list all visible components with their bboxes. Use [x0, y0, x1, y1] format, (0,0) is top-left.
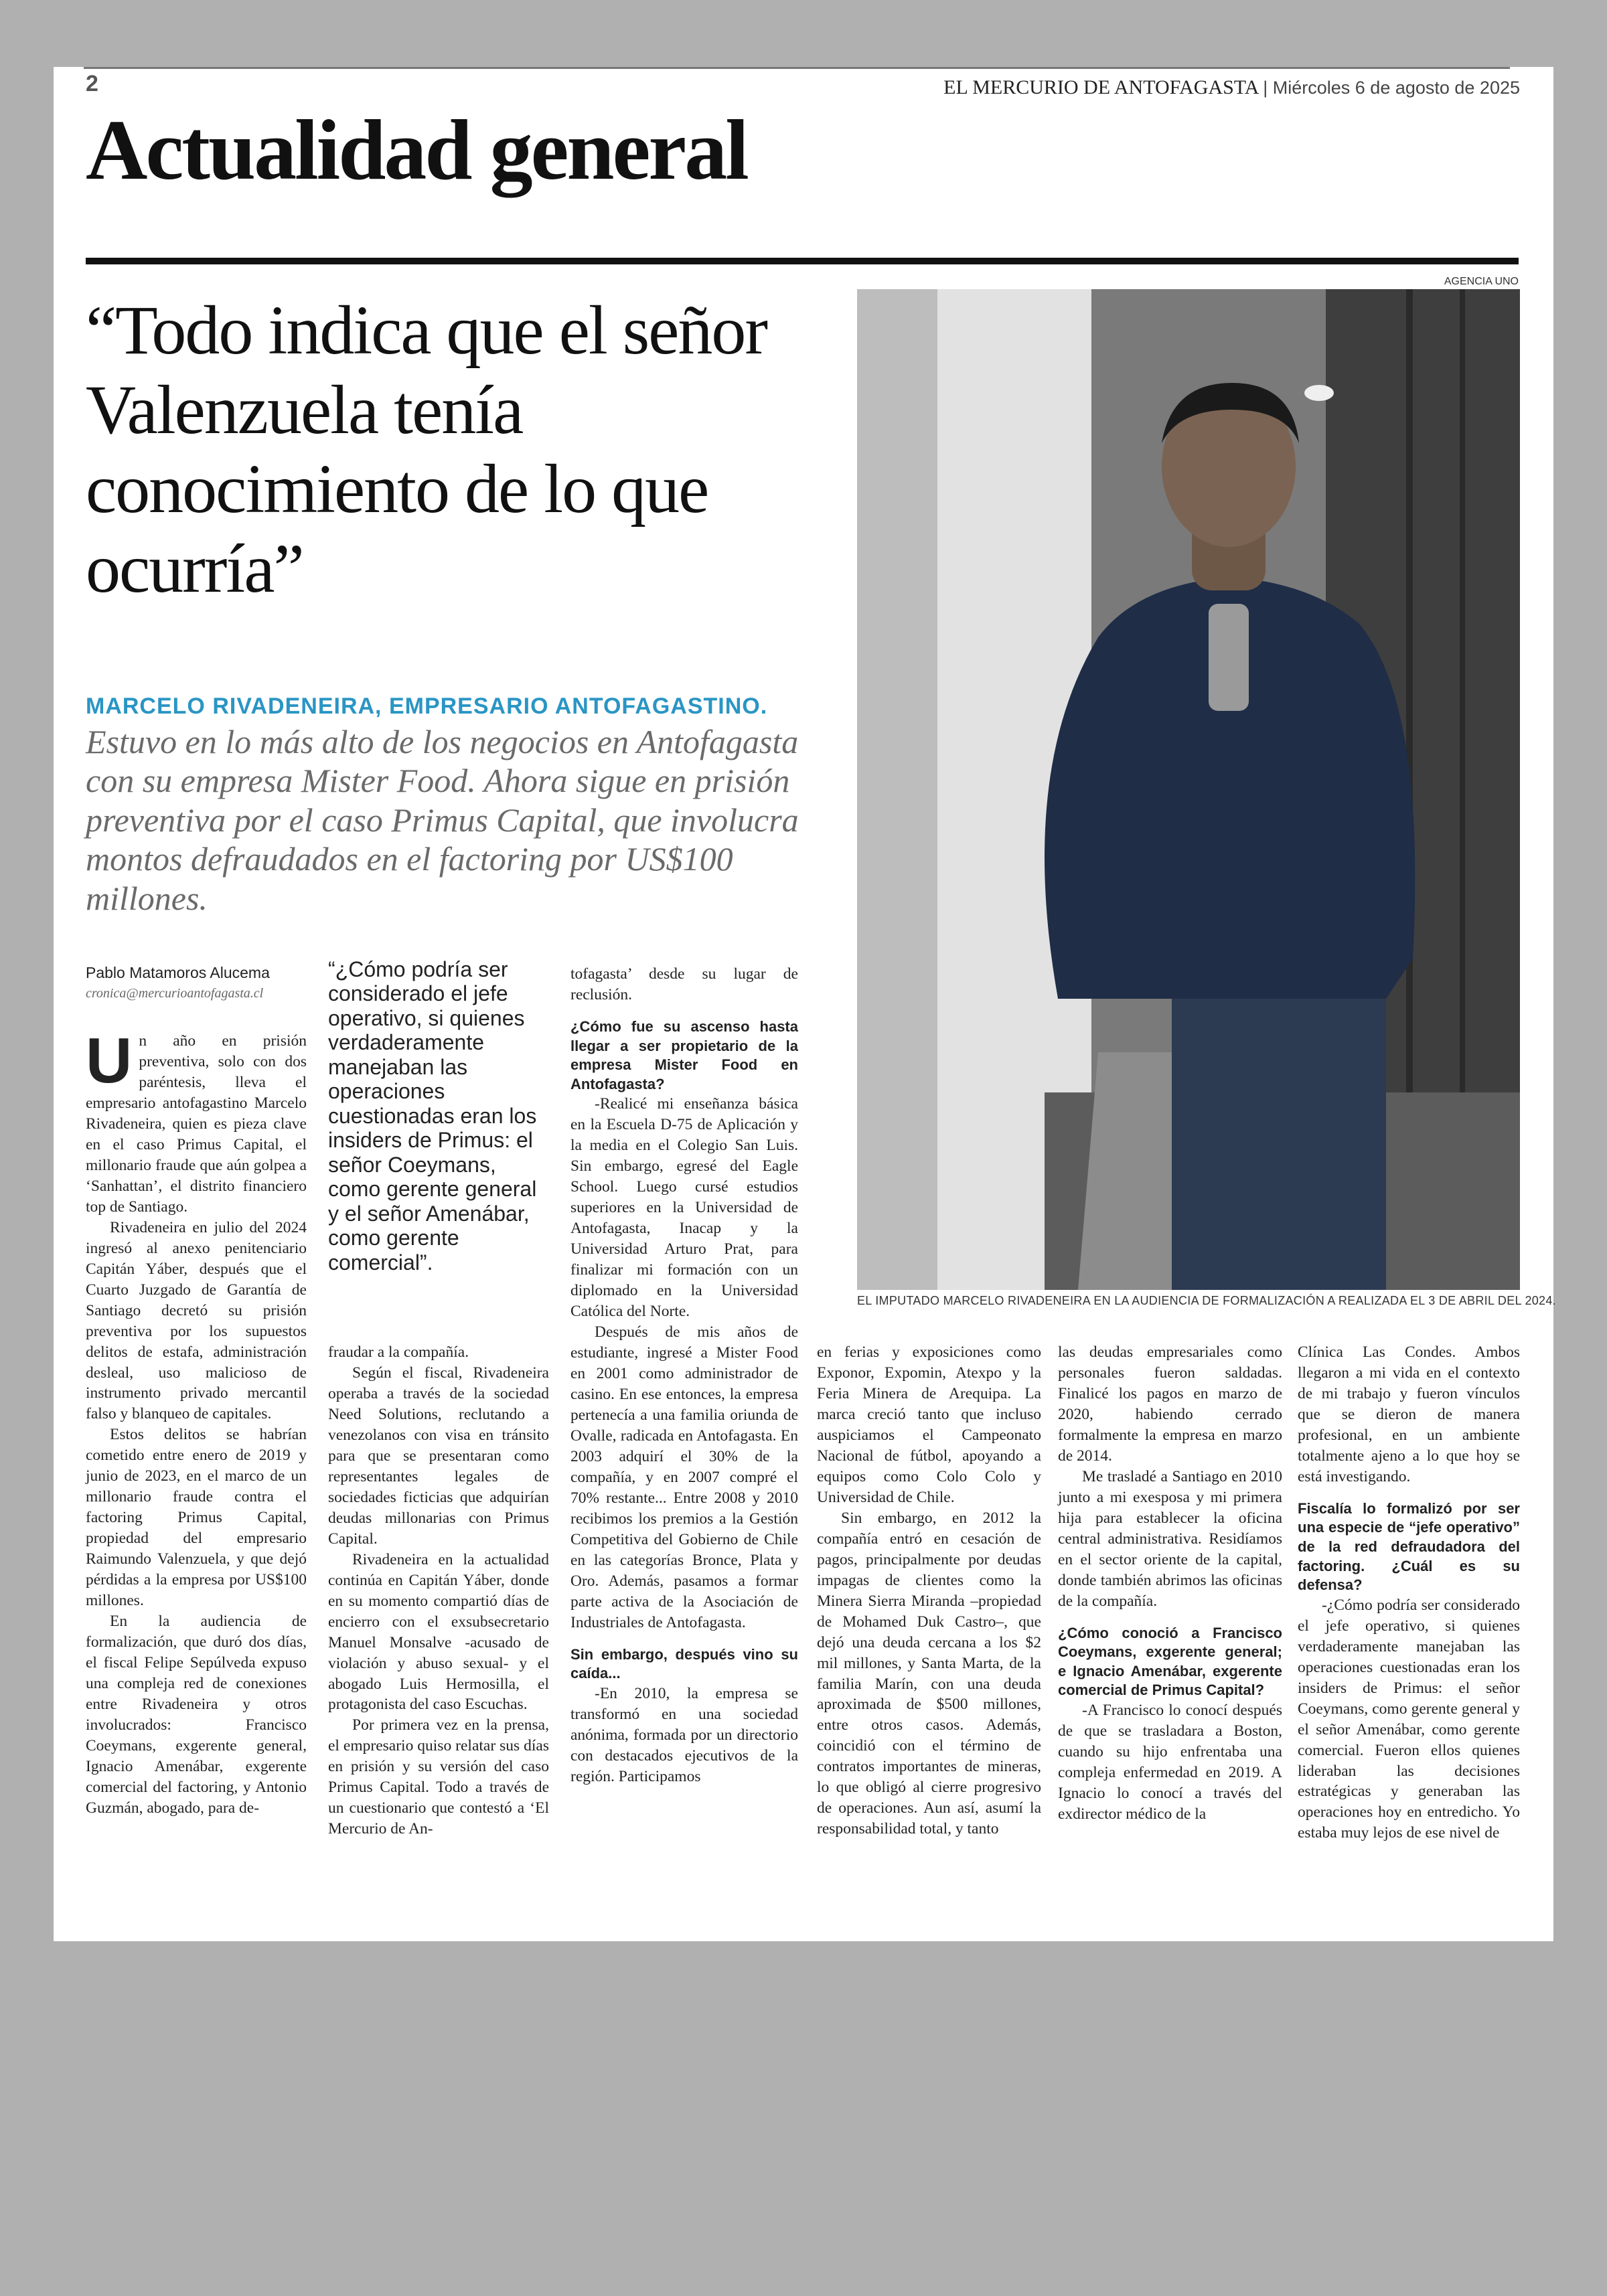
photo-illustration	[857, 289, 1520, 1290]
dropcap: U	[86, 1025, 133, 1096]
paragraph: Rivadeneira en julio del 2024 ingresó al anexo penitenciario Capitán Yáber, después que el Cuarto Juzgado de Garantía de Santiago decretó su prisión preventiva por los supuestos delitos de estafa, administración desleal, uso malicioso de instrumento privado mercantil falso y blanqueo de capitales.	[86, 1218, 307, 1423]
column-1	[86, 1025, 307, 1819]
photo-caption: EL IMPUTADO MARCELO RIVADENEIRA EN LA AUDIENCIA DE FORMALIZACIÓN A REALIZADA EL 3 DE ABRIL DEL 2024.	[857, 1294, 1556, 1307]
paragraph: Sin embargo, en 2012 la compañía entró en cesación de pagos, principalmente por deudas impagas de clientes como la Minera Sierra Miranda –propiedad de Mohamed Duk Castro–, que dejó una deuda cercana a los $2 mil millones, y Santa Marta, de la familia Marín, con una deuda aproximada de $500 millones, entre otros casos. Además, coincidió con el término de contratos importantes de mineras, lo que obligó al cierre progresivo de operaciones. Aun así, asumí la responsabilidad total, y tanto	[817, 1509, 1041, 1838]
headline: “Todo indica que el señor Valenzuela tenía conocimiento de lo que ocurría”	[86, 292, 767, 607]
paragraph: Según el fiscal, Rivadeneira operaba a través de la sociedad Need Solutions, reclutando a venezolanos con visa en tránsito para que se presentaran como representantes legales de sociedades ficticias que adquirían deudas millonarias con Primus Capital.	[328, 1364, 549, 1548]
publication-name: EL MERCURIO DE ANTOFAGASTA	[943, 76, 1258, 98]
paragraph: En la audiencia de formalización, que duró dos días, el fiscal Felipe Sepúlveda expuso una compleja red de conexiones entre Rivadeneira y otros involucrados: Francisco Coeymans, exgerente general, Ignacio Amenábar, exgerente comercial del factoring, y Antonio Guzmán, abogado, para de-	[86, 1613, 307, 1817]
column-3	[570, 964, 798, 1787]
paragraph: fraudar a la compañía.	[328, 1343, 469, 1361]
paragraph: Clínica Las Condes. Ambos llegaron a mi vida en el contexto de mi trabajo y fueron vínculos que se dieron de manera profesional, en un ambiente totalmente ajeno a lo que hoy se está investigando.	[1298, 1343, 1520, 1485]
article-photo	[857, 289, 1520, 1290]
page-number: 2	[86, 71, 98, 96]
column-4	[817, 1342, 1041, 1839]
lead-text: Estuvo en lo más alto de los negocios en Antofagasta con su empresa Mister Food. Ahora sigue en prisión preventiva por el caso Primus Capital, que involucra montos defraudados en el factoring por US$100 millones.	[86, 722, 799, 917]
paragraph: -¿Cómo podría ser considerado el jefe operativo, si quienes verdaderamente manejaban las operaciones cuestionadas eran los insiders de Primus: el señor Coeymans, como gerente general y el señor Amenábar, como gerente comercial. Fueron ellos quienes lideraban las decisiones estratégicas y generaban las operaciones hoy en entredicho. Yo estaba muy lejos de ese nivel de	[1298, 1596, 1520, 1842]
paragraph: -A Francisco lo conocí después de que se trasladara a Boston, cuando su hijo enfrentaba una compleja enfermedad en 2019. A Ignacio lo conocí a través del exdirector médico de la	[1058, 1701, 1282, 1823]
interview-question: ¿Cómo conoció a Francisco Coeymans, exgerente general; e Ignacio Amenábar, exgerente comercial de Primus Capital?	[1058, 1624, 1282, 1699]
lead-paragraph	[86, 683, 842, 918]
section-rule	[86, 258, 1519, 264]
column-5	[1058, 1342, 1282, 1825]
interview-question: Fiscalía lo formalizó por ser una especie de “jefe operativo” de la red defraudadora del factoring. ¿Cuál es su defensa?	[1298, 1499, 1520, 1594]
byline	[86, 964, 300, 1001]
author-email: cronica@mercurioantofagasta.cl	[86, 986, 264, 1001]
paragraph: Me trasladé a Santiago en 2010 junto a mi exesposa y mi primera hija para establecer la oficina central administrativa. Residíamos en el sector oriente de la capital, donde también abrimos las oficinas de la compañía.	[1058, 1467, 1282, 1610]
section-title: Actualidad general	[86, 102, 747, 197]
paragraph: en ferias y exposiciones como Exponor, Expomin, Atexpo y la Feria Minera de Arequipa. La marca creció tanto que incluso auspiciamos el Campeonato Nacional de fútbol, apoyando a equipos como Colo Colo y Universidad de Chile.	[817, 1343, 1041, 1506]
column-6	[1298, 1342, 1520, 1843]
publication-date: Miércoles 6 de agosto de 2025	[1272, 78, 1520, 98]
paragraph: Después de mis años de estudiante, ingresé a Mister Food en 2001 como administrador de casino. En ese entonces, la empresa pertenecía a una familia oriunda de Ovalle, radicada en Antofagasta. En 2003 adquirí el 30% de la compañía, y en 2007 compré el 70% restante... Entre 2008 y 2010 recibimos los premios a la Gestión Competitiva del Gobierno de Chile en las categorías Bronce, Plata y Oro. Además, pasamos a formar parte activa de la Asociación de Industriales de Antofagasta.	[570, 1323, 798, 1631]
paragraph: tofagasta’ desde su lugar de reclusión.	[570, 965, 798, 1003]
kicker: MARCELO RIVADENEIRA, EMPRESARIO ANTOFAGASTINO.	[86, 693, 768, 719]
column-2	[328, 1342, 549, 1839]
paragraph: -Realicé mi enseñanza básica en la Escuela D-75 de Aplicación y la media en el Colegio San Luis. Sin embargo, egresé del Eagle School. Luego cursé estudios superiores en la Universidad de Antofagasta, Inacap y la Universidad Arturo Prat, para finalizar mi formación con un diplomado en la Universidad Católica del Norte.	[570, 1095, 798, 1320]
paragraph: las deudas empresariales como personales fueron saldadas. Finalicé los pagos en marzo de 2020, habiendo cerrado formalmente la empresa en marzo de 2014.	[1058, 1343, 1282, 1465]
paragraph: Por primera vez en la prensa, el empresario quiso relatar sus días en prisión y su versión del caso Primus Capital. Todo a través de un cuestionario que contestó a ‘El Mercurio de An-	[328, 1716, 549, 1838]
paragraph: Estos delitos se habrían cometido entre enero de 2019 y junio de 2023, en el marco de un millonario fraude contra el factoring Primus Capital, propiedad del empresario Raimundo Valenzuela, y que dejó pérdidas a la empresa por US$100 millones.	[86, 1426, 307, 1610]
interview-question: Sin embargo, después vino su caída...	[570, 1645, 798, 1682]
paragraph: Un año en prisión preventiva, solo con dos paréntesis, lleva el empresario antofagastino Marcelo Rivadeneira, quien es pieza clave en el caso Primus Capital, el millonario fraude que aún golpea a ‘Sanhattan’, el distrito financiero top de Santiago.	[86, 1025, 307, 1216]
paragraph: -En 2010, la empresa se transformó en una sociedad anónima, formada por un directorio con destacados ejecutivos de la región. Participamos	[570, 1684, 798, 1785]
newspaper-page	[54, 67, 1556, 1941]
author-name: Pablo Matamoros Alucema	[86, 964, 270, 981]
masthead: EL MERCURIO DE ANTOFAGASTA | Miércoles 6 de agosto de 2025	[943, 76, 1520, 98]
photo-credit: AGENCIA UNO	[1444, 276, 1519, 287]
pull-quote: “¿Cómo podría ser considerado el jefe operativo, si quienes verdaderamente manejaban las operaciones cuestionadas eran los insiders de Primus: el señor Coeymans, como gerente general y el señor Amenábar, como gerente comercial”.	[328, 957, 537, 1275]
paragraph: Rivadeneira en la actualidad continúa en Capitán Yáber, donde en su momento compartió días de encierro con el exsubsecretario Manuel Monsalve -acusado de violación y abuso sexual- y el abogado Luis Hermosilla, el protagonista del caso Escuchas.	[328, 1550, 549, 1714]
interview-question: ¿Cómo fue su ascenso hasta llegar a ser propietario de la empresa Mister Food en Antofagasta?	[570, 1017, 798, 1092]
top-rule	[84, 67, 1510, 69]
